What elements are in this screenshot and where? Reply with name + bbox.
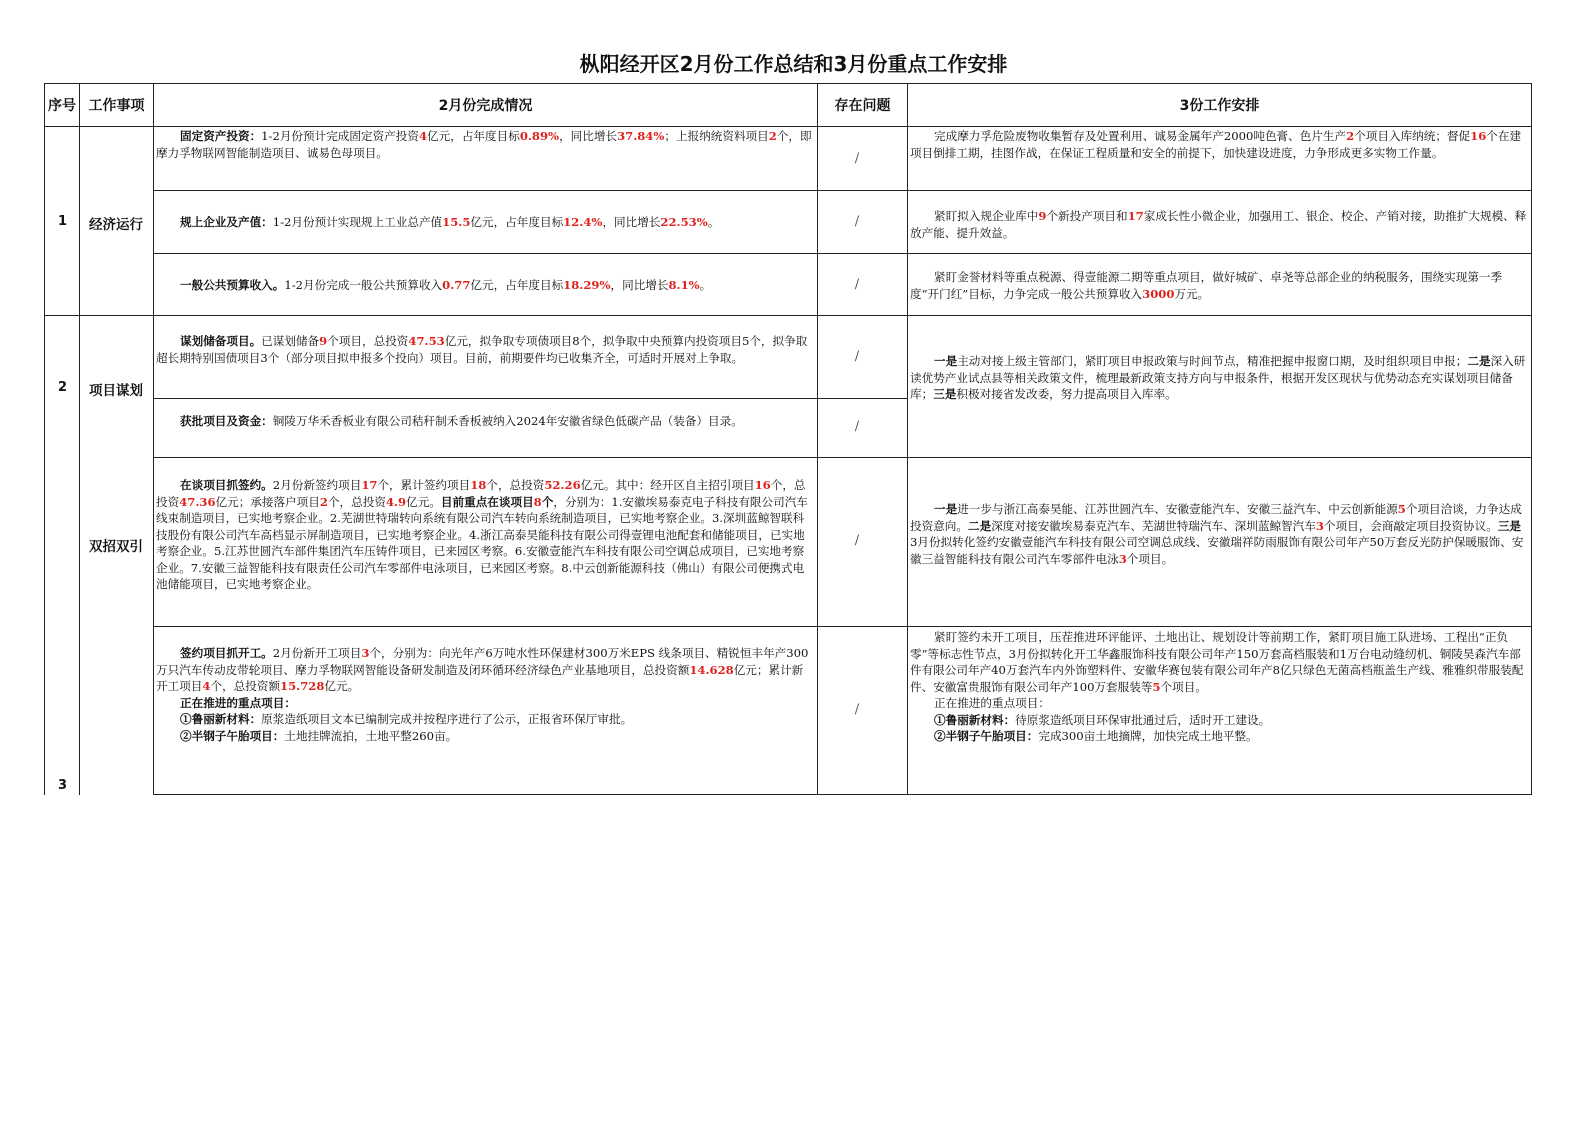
text-run: 亿元。	[324, 679, 360, 693]
category-label: 双招双引	[89, 539, 143, 555]
col-divider	[153, 83, 154, 795]
text-run: 3月份拟转化签约安徽壹能汽车科技有限公司空调总成线、安徽瑞祥防雨服饰有限公司年产50万套反光防护保暖服饰、安徽三益智能科技有限公司汽车零部件电泳	[910, 535, 1524, 566]
text-run: ，同比增长	[610, 278, 669, 292]
highlight-value: 14.628	[689, 662, 734, 677]
highlight-value: 0.89%	[519, 129, 560, 143]
bold-label: 二是	[967, 518, 992, 533]
text-run: 亿元；累计新开工项目	[156, 662, 804, 693]
text-run: ，同比增长	[602, 215, 661, 229]
bold-label: 在谈项目抓签约。	[180, 478, 273, 492]
feb-status-cell	[156, 413, 814, 430]
text-run: 1-2月份预计实现规上工业总产值	[272, 215, 443, 229]
highlight-value: 16	[754, 478, 771, 492]
seq-number: 1	[58, 214, 68, 229]
row-divider	[153, 253, 1531, 254]
text-run: 个项目，会商敲定项目投资协议。	[1323, 518, 1498, 533]
text-run: 紧盯拟入规企业库中	[934, 209, 1039, 223]
highlight-value: 15.728	[280, 679, 325, 693]
text-run: 2月份新签约项目	[272, 478, 362, 492]
text-run: 个项目，总投资	[327, 334, 409, 348]
mar-plan-cell	[910, 128, 1528, 161]
issue-cell: /	[854, 702, 860, 717]
text-run: 亿元，占年度目标	[427, 129, 520, 143]
header-issues: 存在问题	[834, 98, 891, 114]
highlight-value: 2	[1346, 129, 1355, 143]
highlight-value: 18	[470, 478, 487, 492]
text-run: ；上报纳统资料项目	[664, 129, 769, 143]
text-run: 亿元；承接落户项目	[215, 494, 320, 509]
highlight-value: 4.9	[385, 494, 407, 509]
bold-label: ②半钢子午胎项目：	[934, 729, 1039, 743]
text-run: 万元。	[1174, 286, 1210, 301]
issue-cell: /	[854, 277, 860, 292]
bold-label: 固定资产投资：	[180, 129, 262, 143]
bold-label: 目前重点在谈项目	[440, 494, 534, 509]
text-run: 积极对接省发改委，努力提高项目入库率。	[956, 387, 1177, 401]
text-run: 已谋划储备	[261, 334, 320, 348]
bold-label: 个	[541, 494, 554, 509]
text-run: 个，即摩力孚物联网智能制造项目、诚易色母项目。	[156, 129, 812, 160]
text-run: 亿元，占年度目标	[470, 278, 564, 292]
category-label: 经济运行	[89, 217, 143, 233]
text-run: 亿元，占年度目标	[470, 215, 564, 229]
feb-status-cell	[156, 277, 814, 294]
feb-sub-title: 正在推进的重点项目：	[180, 695, 296, 710]
col-divider	[907, 83, 908, 795]
text-run: 个新投产项目和	[1046, 209, 1128, 223]
category-label: 项目谋划	[89, 383, 143, 399]
text-run: 个，总投资	[486, 478, 545, 492]
text-run: 个，总投资额	[210, 679, 281, 693]
row-divider	[153, 190, 1531, 191]
highlight-value: 9	[319, 334, 328, 348]
highlight-value: 17	[1127, 209, 1144, 223]
mar-plan-cell	[910, 501, 1528, 567]
text-run: ，分别为：1.安徽埃易泰克电子科技有限公司汽车线束制造项目，已实地考察企业。2.芜湖世特瑞转向系统有限公司汽车转向系统制造项目，已实地考察企业。3.深圳蓝鲸智联科技股份有限公司汽车高档显示屏制造项目，已实地考察企业。4.浙江高泰昊能科技有限公司得壹锂电池配套和储能项目，已实地考察企业。5.江苏世圆汽车部件集团汽车压铸件项目，已来园区考察。6.安徽壹能汽车科技有限公司空调总成项目，已实地考察企业。7.安徽三益智能科技有限责任公司汽车零部件电泳项目，已来园区考察。8.中云创新能源科技（佛山）有限公司便携式电池储能项目，已实地考察企业。	[156, 494, 808, 591]
text-run: 。	[699, 278, 712, 292]
table-border-bottom	[153, 794, 1531, 795]
text-run: ，同比增长	[559, 129, 618, 143]
bold-label: 三是	[1497, 518, 1522, 533]
feb-status-cell	[156, 128, 814, 161]
text-run: 个，分别为：向光年产6万吨水性环保建材300万米EPS 线条项目、精锐恒丰年产300万只汽车传动皮带轮项目、摩力孚物联网智能设备研发制造及闭环循环经济绿色产业基地项目，总投资额	[156, 646, 809, 677]
text-run: 亿元，拟争取专项债项目8个，拟争取中央预算内投资项目5个，拟争取超长期特别国债项目3个（部分项目拟申报多个投向）项目。目前，前期要件均已收集齐全，可适时开展对上争取。	[156, 334, 808, 365]
text-run: 个在建项目倒排工期，挂图作战，在保证工程质量和安全的前提下，加快建设进度，力争形成更多实物工作量。	[910, 129, 1522, 160]
bold-label: 签约项目抓开工。	[180, 646, 273, 660]
text-run: 家成长性小微企业，加强用工、银企、校企、产销对接，助推扩大规模、释放产能、提升效益。	[910, 209, 1527, 240]
text-run: 个项目洽谈，力争达成投资意向。	[910, 502, 1522, 533]
text-run: 个项目。	[1160, 679, 1207, 694]
text-run: 个项目入库纳统；督促	[1354, 129, 1471, 143]
text-run: 待原浆造纸项目环保审批通过后，适时开工建设。	[1015, 712, 1271, 727]
issue-cell: /	[854, 151, 860, 166]
header-feb-status: 2月份完成情况	[438, 98, 533, 114]
issue-cell: /	[854, 533, 860, 548]
highlight-value: 17	[361, 478, 378, 492]
text-run: 个项目。	[1126, 551, 1174, 566]
bold-label: ②半钢子午胎项目：	[180, 728, 285, 743]
mar-plan-cell	[910, 353, 1528, 403]
highlight-value: 47.53	[408, 334, 445, 348]
text-run: 。	[707, 215, 720, 229]
text-run: 主动对接上级主管部门，紧盯项目申报政策与时间节点，精准把握申报窗口期，及时组织项目申报；	[957, 354, 1468, 368]
mar-plan-cell	[910, 269, 1528, 302]
text-run: 铜陵万华禾香板业有限公司秸秆制禾香板被纳入2024年安徽省绿色低碳产品（装备）目录。	[272, 414, 743, 428]
highlight-value: 52.26	[544, 478, 581, 492]
highlight-value: 16	[1470, 129, 1487, 143]
mar-sub-title: 正在推进的重点项目：	[934, 696, 1050, 710]
text-run: 亿元。	[406, 494, 441, 509]
highlight-value: 8.1%	[668, 278, 700, 292]
text-run: 紧盯签约未开工项目，压茬推进环评能评、土地出让、规划设计等前期工作，紧盯项目施工队进场、工程出“正负零”等标志性节点，3月份拟转化开工华鑫服饰科技有限公司年产150万套高档服装和1万台电动缝纫机、铜陵昊森汽车部件有限公司年产40万套汽车内外饰塑料件、安徽华赛包装有限公司年产8亿只绿色无菌高档瓶盖生产线、雅雅织带服装配件、安徽富贵服饰有限公司年产100万套服装等	[910, 630, 1524, 694]
highlight-value: 8	[533, 494, 542, 509]
highlight-value: 3	[1315, 518, 1324, 533]
text-run: 完成摩力孚危险废物收集暂存及处置利用、诚易金属年产2000吨色膏、色片生产	[934, 129, 1347, 143]
text-run: 深入研读优势产业试点县等相关政策文件，梳理最新政策支持方向与申报条件，根据开发区现状与优势动态充实谋划项目储备库；	[910, 354, 1526, 401]
feb-status-cell	[156, 214, 814, 231]
bold-label: 获批项目及资金：	[180, 414, 273, 428]
bold-label: 一是	[934, 354, 958, 368]
text-run: 进一步与浙江高泰昊能、江苏世圆汽车、安徽壹能汽车、安徽三益汽车、中云创新能源	[957, 502, 1398, 516]
bold-label: 谋划储备项目。	[180, 334, 262, 348]
bold-label: 一是	[934, 502, 958, 516]
issue-cell: /	[854, 214, 860, 229]
header-divider	[44, 126, 1531, 127]
highlight-value: 3000	[1142, 286, 1175, 301]
bold-label: ①鲁丽新材料：	[180, 712, 262, 726]
feb-status-cell	[156, 645, 814, 744]
col-divider	[817, 83, 818, 795]
highlight-value: 5	[1397, 502, 1406, 516]
highlight-value: 12.4%	[563, 215, 603, 229]
bold-label: ①鲁丽新材料：	[934, 712, 1016, 727]
text-run: 1-2月份预计完成固定资产投资	[261, 129, 419, 143]
highlight-value: 2	[319, 494, 328, 509]
text-run: 个，总投资	[156, 478, 806, 509]
highlight-value: 3	[361, 646, 370, 660]
text-run: 完成300亩土地摘牌，加快完成土地平整。	[1038, 729, 1258, 743]
feb-status-cell	[156, 477, 814, 593]
bold-label: 二是	[1467, 354, 1491, 368]
highlight-value: 9	[1038, 209, 1047, 223]
issue-cell: /	[854, 349, 860, 364]
seq-number: 3	[58, 778, 68, 793]
highlight-value: 37.84%	[617, 129, 665, 143]
highlight-value: 5	[1152, 679, 1161, 694]
text-run: 2月份新开工项目	[272, 646, 362, 660]
bold-label: 一般公共预算收入。	[180, 278, 285, 292]
header-seq: 序号	[48, 98, 76, 114]
highlight-value: 3	[1118, 551, 1127, 566]
seq-number: 2	[58, 380, 68, 395]
row-divider	[153, 398, 908, 399]
row-divider	[153, 457, 1531, 458]
header-item: 工作事项	[88, 98, 145, 114]
bold-label: 三是	[933, 387, 957, 401]
text-run: 原浆造纸项目文本已编制完成并按程序进行了公示，正报省环保厅审批。	[261, 712, 633, 726]
col-divider	[79, 83, 80, 795]
issue-cell: /	[854, 419, 860, 434]
text-run: 土地挂牌流拍，土地平整260亩。	[284, 728, 458, 743]
text-run: 个，累计签约项目	[377, 478, 471, 492]
mar-plan-cell	[910, 629, 1528, 745]
table-border-right	[1531, 83, 1532, 795]
text-run: 紧盯金誉材料等重点税源、得壹能源二期等重点项目，做好城矿、卓尧等总部企业的纳税服务，围绕实现第一季度“开门红”目标，力争完成一般公共预算收入	[910, 270, 1503, 301]
highlight-value: 0.77	[442, 278, 471, 292]
text-run: 1-2月份完成一般公共预算收入	[284, 278, 443, 292]
highlight-value: 18.29%	[563, 278, 611, 292]
highlight-value: 4	[418, 129, 428, 143]
text-run: 个，总投资	[327, 494, 386, 509]
mar-plan-cell	[910, 208, 1528, 241]
highlight-value: 4	[202, 679, 211, 693]
bold-label: 规上企业及产值：	[180, 215, 273, 229]
page-title: 枞阳经开区2月份工作总结和3月份重点工作安排	[579, 52, 1008, 76]
highlight-value: 47.36	[179, 494, 216, 509]
feb-status-cell	[156, 333, 814, 366]
highlight-value: 15.5	[442, 215, 471, 229]
row-divider	[153, 626, 1531, 627]
text-run: 深度对接安徽埃易泰克汽车、芜湖世特瑞汽车、深圳蓝鲸智汽车	[991, 518, 1316, 533]
highlight-value: 2	[768, 129, 777, 143]
header-mar-plan: 3份工作安排	[1179, 98, 1260, 114]
text-run: 亿元。其中：经开区自主招引项目	[580, 478, 755, 492]
highlight-value: 22.53%	[660, 215, 708, 229]
group-divider	[44, 315, 1531, 316]
table-border-left	[44, 83, 45, 795]
